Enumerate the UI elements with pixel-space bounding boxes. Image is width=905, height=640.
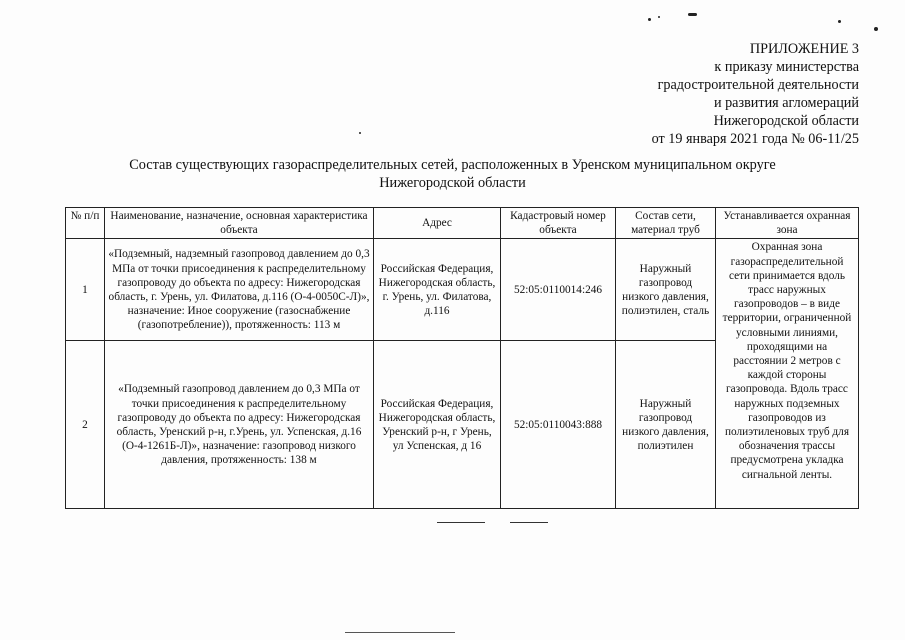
header-composition: Состав сети, материал труб	[616, 208, 716, 239]
scan-speck	[838, 20, 841, 23]
cell-name: «Подземный, надземный газопровод давлением до 0,3 МПа от точки присоединения к распределительному газопроводу до объекта по адресу: Нижегородская область, г. Урень, ул. Филатова, д.116 (О-4-0050С-Л)», назначение: Иное сооружение (газоснабжение (газопотребление)), протяженность: 113 м	[105, 239, 374, 341]
gas-network-table	[65, 207, 859, 509]
cell-address: Российская Федерация, Нижегородская область, г. Урень, ул. Филатова, д.116	[374, 239, 501, 341]
header-cadastral: Кадастровый номер объекта	[501, 208, 616, 239]
cell-num: 1	[66, 239, 105, 341]
cell-cadastral: 52:05:0110014:246	[501, 239, 616, 341]
header-zone: Устанавливается охранная зона	[716, 208, 859, 239]
document-title	[0, 156, 905, 192]
cell-cadastral: 52:05:0110043:888	[501, 341, 616, 509]
appendix-line: от 19 января 2021 года № 06-11/25	[651, 131, 859, 147]
appendix-header	[652, 40, 859, 148]
scan-speck	[658, 16, 660, 18]
header-name: Наименование, назначение, основная характеристика объекта	[105, 208, 374, 239]
scan-speck	[359, 132, 361, 134]
appendix-line: градостроительной деятельности	[657, 77, 859, 93]
appendix-line: и развития агломераций	[713, 95, 859, 111]
header-num: № п/п	[66, 208, 105, 239]
cell-composition: Наружный газопровод низкого давления, полиэтилен, сталь	[616, 239, 716, 341]
appendix-line: Нижегородской области	[713, 113, 859, 129]
cell-num: 2	[66, 341, 105, 509]
cell-address: Российская Федерация, Нижегородская область, Уренский р-н, г Урень, ул Успенская, д 16	[374, 341, 501, 509]
appendix-line: ПРИЛОЖЕНИЕ 3	[749, 41, 859, 57]
title-line: Нижегородской области	[379, 175, 526, 191]
table-row	[66, 239, 859, 341]
header-address: Адрес	[374, 208, 501, 239]
table-header-row	[66, 208, 859, 239]
title-line: Состав существующих газораспределительных сетей, расположенных в Уренском муниципальном округе	[129, 157, 776, 173]
scan-speck	[874, 27, 878, 31]
appendix-line: к приказу министерства	[714, 59, 859, 75]
cell-protection-zone: Охранная зона газораспределительной сети принимается вдоль трасс наружных газопроводов – в виде территории, ограниченной условными линиями, проходящими на расстоянии 2 метров с каждой стороны газопровода. Вдоль трасс наружных подземных газопроводов из полиэтиленовых труб для обозначения трассы предусмотрена укладка сигнальной ленты.	[716, 239, 859, 509]
scan-line	[437, 522, 485, 523]
scan-line	[345, 632, 455, 633]
cell-composition: Наружный газопровод низкого давления, полиэтилен	[616, 341, 716, 509]
scan-speck	[648, 18, 651, 21]
scan-speck	[688, 13, 697, 16]
scan-line	[510, 522, 548, 523]
cell-name: «Подземный газопровод давлением до 0,3 МПа от точки присоединения к распределительному газопроводу до объекта по адресу: Нижегородская область, Уренский р-н, г.Урень, ул. Успенская, д.16 (О-4-1261Б-Л)», назначение: газопровод низкого давления, протяженность: 138 м	[105, 341, 374, 509]
